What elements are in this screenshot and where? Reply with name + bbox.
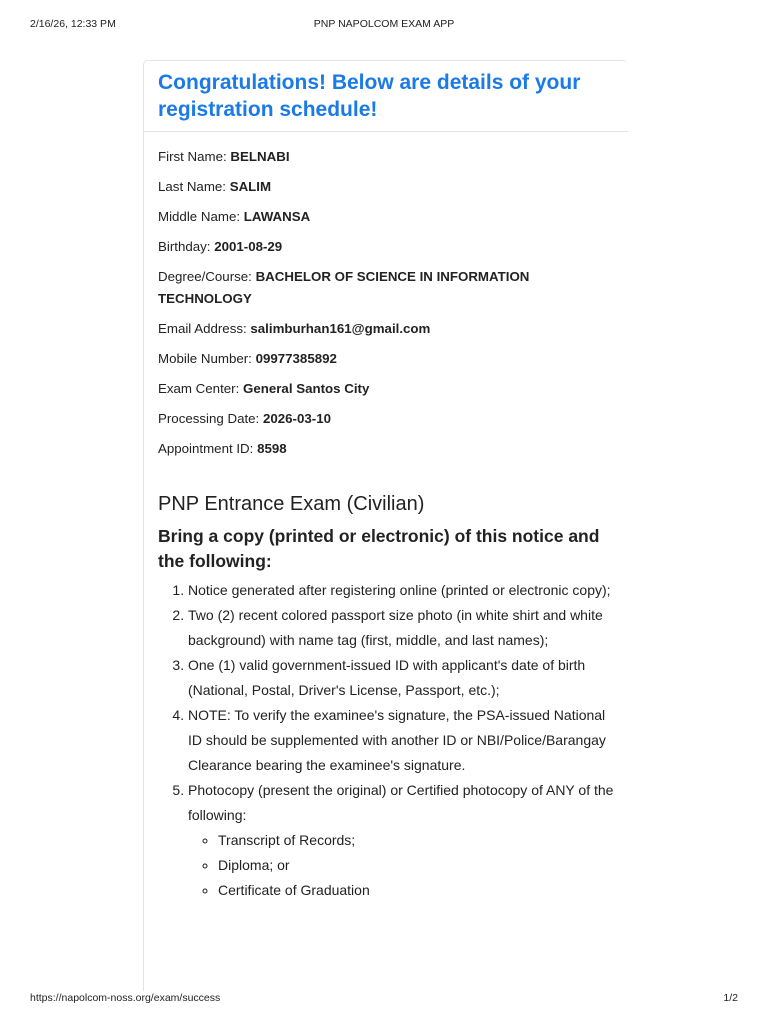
field-value: BACHELOR OF SCIENCE IN INFORMATION TECHNOLOGY: [158, 269, 530, 306]
field-appointment-id: [158, 438, 614, 460]
field-label: Appointment ID:: [158, 441, 254, 456]
page-number: 1/2: [723, 992, 738, 1004]
field-email-address: [158, 318, 614, 340]
field-mobile-number: [158, 348, 614, 370]
list-item: [188, 778, 614, 903]
page-url: https://napolcom-noss.org/exam/success: [30, 992, 221, 1004]
field-last-name: [158, 176, 614, 198]
list-item: 1. Notice generated after registering online (printed or electronic copy);: [188, 578, 614, 603]
card-header: [144, 61, 628, 132]
registration-card: [143, 60, 628, 991]
field-value: salimburhan161@gmail.com: [250, 321, 431, 336]
field-value: SALIM: [229, 179, 272, 194]
card-body: [144, 132, 628, 903]
list-item: 3. One (1) valid government-issued ID with applicant's date of birth (National, Postal, Driver's License, Passport, etc.);: [188, 653, 614, 703]
print-footer: [0, 992, 768, 1008]
field-value: BELNABI: [230, 149, 290, 164]
list-item: 4. NOTE: To verify the examinee's signature, the PSA-issued National ID should be supplemented with another ID or NBI/Police/Barangay Clearance bearing the examinee's signature.: [188, 703, 614, 778]
list-item-text: Photocopy (present the original) or Certified photocopy of ANY of the following:: [188, 782, 614, 823]
print-title: PNP NAPOLCOM EXAM APP: [313, 18, 455, 30]
list-item: ◦ Transcript of Records;: [218, 828, 614, 853]
field-middle-name: [158, 206, 614, 228]
congratulations-heading: Congratulations! Below are details of your registration schedule!: [158, 71, 581, 121]
field-label: Exam Center:: [158, 381, 240, 396]
field-label: First Name:: [158, 149, 227, 164]
field-value: 2026-03-10: [262, 411, 331, 426]
print-date: 2/16/26, 12:33 PM: [30, 18, 116, 30]
documents-list: [188, 828, 614, 903]
requirements-list: [158, 578, 614, 903]
field-value: 2001-08-29: [214, 239, 283, 254]
field-processing-date: [158, 408, 614, 430]
field-degree-course: [158, 266, 614, 310]
field-value: General Santos City: [243, 381, 370, 396]
field-label: Middle Name:: [158, 209, 241, 224]
list-item: 2. Two (2) recent colored passport size photo (in white shirt and white background) with name tag (first, middle, and last names);: [188, 603, 614, 653]
field-first-name: [158, 146, 614, 168]
print-header: [0, 18, 768, 34]
field-label: Degree/Course:: [158, 269, 252, 284]
list-item: ◦ Certificate of Graduation: [218, 878, 614, 903]
field-label: Mobile Number:: [158, 351, 252, 366]
requirements-heading: Bring a copy (printed or electronic) of this notice and the following:: [158, 526, 600, 571]
field-exam-center: [158, 378, 614, 400]
field-label: Processing Date:: [158, 411, 260, 426]
exam-title: PNP Entrance Exam (Civilian): [158, 493, 425, 515]
list-item: ◦ Diploma; or: [218, 853, 614, 878]
field-label: Birthday:: [158, 239, 211, 254]
field-value: 8598: [257, 441, 287, 456]
field-value: LAWANSA: [243, 209, 311, 224]
field-birthday: [158, 236, 614, 258]
field-label: Last Name:: [158, 179, 226, 194]
field-value: 09977385892: [255, 351, 337, 366]
field-label: Email Address:: [158, 321, 247, 336]
